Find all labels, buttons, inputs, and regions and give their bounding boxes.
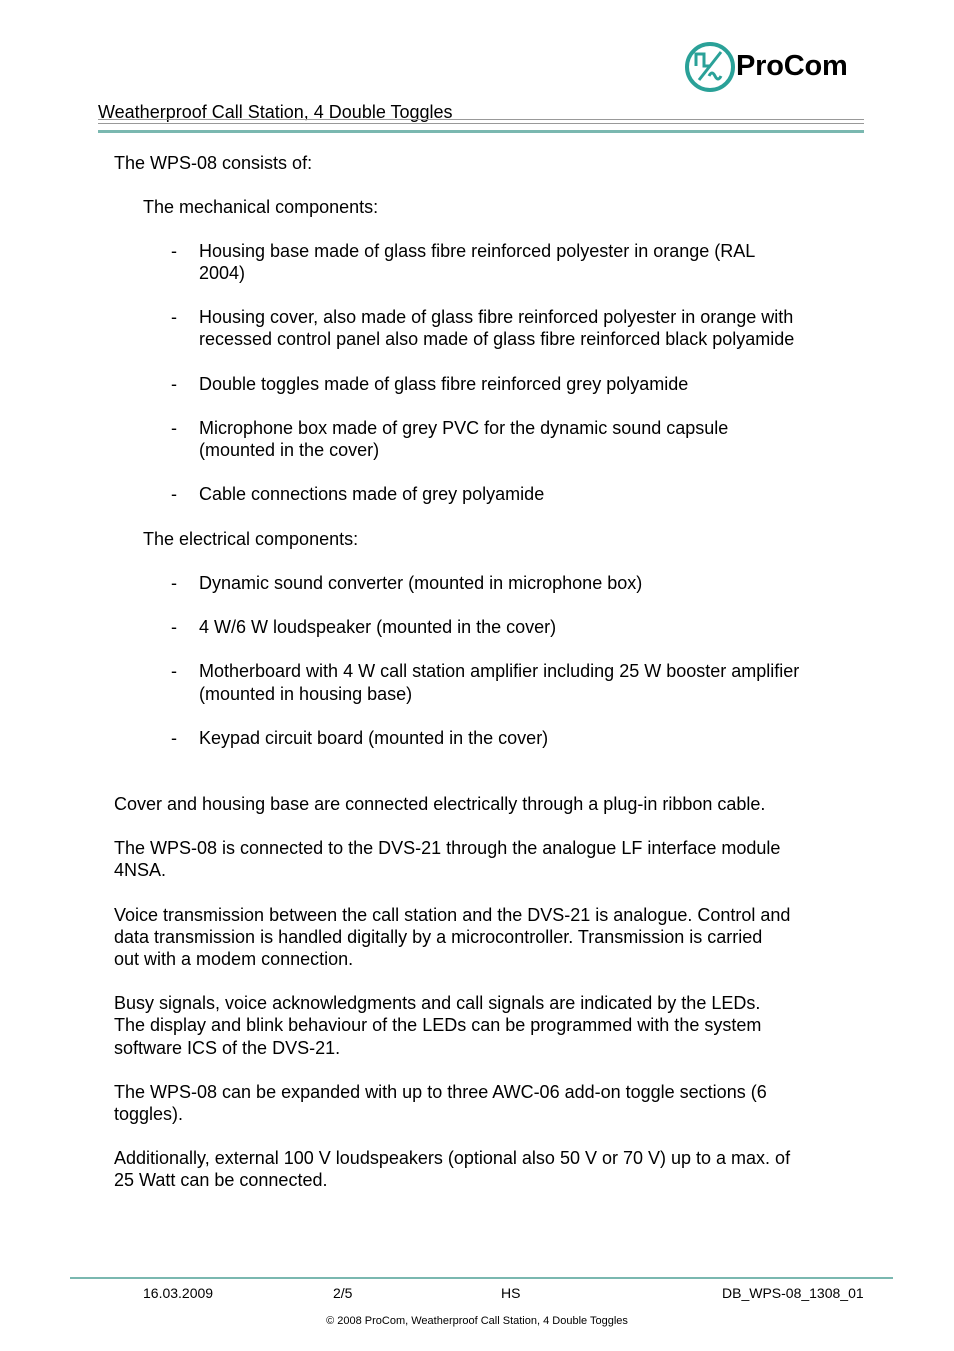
paragraph-line: software ICS of the DVS-21. [114, 1038, 341, 1058]
list-bullet: - [171, 573, 177, 593]
header-accent-rule [98, 130, 864, 133]
mechanical-heading: The mechanical components: [143, 197, 379, 217]
list-bullet: - [171, 728, 177, 748]
paragraph-line: Cover and housing base are connected electrically through a plug-in ribbon cable. [114, 794, 766, 814]
intro-text: The WPS-08 consists of: [114, 153, 313, 173]
electrical-heading: The electrical components: [143, 529, 359, 549]
footer-copyright: © 2008 ProCom, Weatherproof Call Station, 4 Double Toggles [326, 1315, 628, 1327]
document-title: Weatherproof Call Station, 4 Double Toggles [98, 102, 453, 122]
list-bullet: - [171, 617, 177, 637]
procom-logo [684, 40, 869, 96]
list-bullet: - [171, 374, 177, 394]
paragraph-line: Additionally, external 100 V loudspeakers (optional also 50 V or 70 V) up to a max. of [114, 1148, 791, 1168]
list-item: 2004) [199, 263, 246, 283]
paragraph-line: Busy signals, voice acknowledgments and call signals are indicated by the LEDs. [114, 993, 761, 1013]
footer-document-id: DB_WPS-08_1308_01 [722, 1285, 864, 1301]
list-bullet: - [171, 418, 177, 438]
header-rule [98, 123, 864, 124]
list-item: Double toggles made of glass fibre reinforced grey polyamide [199, 374, 689, 394]
list-bullet: - [171, 661, 177, 681]
paragraph-line: out with a modem connection. [114, 949, 354, 969]
paragraph-line: The display and blink behaviour of the LEDs can be programmed with the system [114, 1015, 762, 1035]
footer-page-number: 2/5 [333, 1285, 353, 1301]
list-bullet: - [171, 307, 177, 327]
paragraph-line: Voice transmission between the call station and the DVS-21 is analogue. Control and [114, 905, 791, 925]
list-item: Microphone box made of grey PVC for the dynamic sound capsule [199, 418, 729, 438]
list-item: Cable connections made of grey polyamide [199, 484, 545, 504]
list-bullet: - [171, 484, 177, 504]
list-item: (mounted in housing base) [199, 684, 413, 704]
list-item: 4 W/6 W loudspeaker (mounted in the cover) [199, 617, 557, 637]
paragraph-line: 25 Watt can be connected. [114, 1170, 328, 1190]
list-item: Dynamic sound converter (mounted in microphone box) [199, 573, 643, 593]
footer-rule [70, 1277, 893, 1279]
list-item: (mounted in the cover) [199, 440, 380, 460]
list-item: Keypad circuit board (mounted in the cover) [199, 728, 549, 748]
list-item: recessed control panel also made of glass fibre reinforced black polyamide [199, 329, 795, 349]
list-item: Motherboard with 4 W call station amplifier including 25 W booster amplifier [199, 661, 800, 681]
footer-date: 16.03.2009 [143, 1285, 214, 1301]
paragraph-line: 4NSA. [114, 860, 167, 880]
paragraph-line: The WPS-08 can be expanded with up to three AWC-06 add-on toggle sections (6 [114, 1082, 767, 1102]
paragraph-line: data transmission is handled digitally by a microcontroller. Transmission is carried [114, 927, 763, 947]
footer-author: HS [501, 1285, 521, 1301]
logo-wordmark: ProCom [736, 50, 848, 82]
procom-logo-icon [684, 40, 736, 94]
list-bullet: - [171, 241, 177, 261]
header-rule [98, 119, 864, 120]
list-item: Housing base made of glass fibre reinforced polyester in orange (RAL [199, 241, 756, 261]
paragraph-line: The WPS-08 is connected to the DVS-21 through the analogue LF interface module [114, 838, 781, 858]
list-item: Housing cover, also made of glass fibre reinforced polyester in orange with [199, 307, 794, 327]
paragraph-line: toggles). [114, 1104, 184, 1124]
